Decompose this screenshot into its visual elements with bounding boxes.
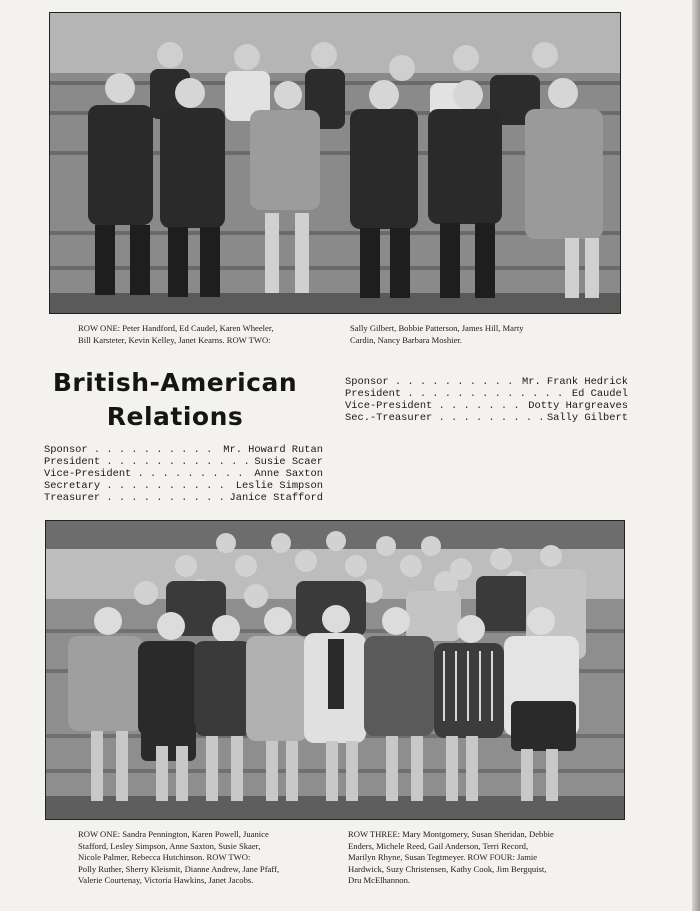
officer-row: [44, 468, 323, 480]
officer-row: [345, 388, 628, 400]
officer-row: [44, 492, 323, 504]
officer-row: [345, 412, 628, 424]
top-photo-caption-left: [78, 323, 274, 346]
officer-row: [345, 376, 628, 388]
officer-name: Leslie Simpson: [232, 480, 323, 492]
caption-line: ROW ONE: Peter Handford, Ed Caudel, Karen Wheeler,: [78, 323, 274, 333]
caption-line: Marilyn Rhyne, Susan Tegtmeyer. ROW FOUR: Jamie: [348, 852, 538, 862]
bottom-group-photo: [45, 520, 625, 820]
officer-role: Secretary . . .: [44, 480, 232, 492]
officer-role: Vice-President . . .: [345, 400, 524, 412]
top-photo-caption-right: [350, 323, 524, 346]
officer-row: [44, 456, 323, 468]
bottom-photo-caption-right: [348, 829, 554, 887]
officers-list-bottom-group: [44, 444, 323, 504]
officer-name: Mr. Howard Rutan: [219, 444, 323, 456]
officers-list-top-group: [345, 376, 628, 424]
officer-role: Treasurer . . .: [44, 492, 225, 504]
officer-role: Sponsor . . .: [345, 376, 518, 388]
title-line-2: Relations: [106, 402, 244, 431]
caption-line: Hardwick, Suzy Christensen, Kathy Cook, Jim Bergquist,: [348, 863, 547, 874]
caption-line: Sally Gilbert, Bobbie Patterson, James Hill, Marty: [350, 323, 524, 333]
officer-role: Vice-President . . .: [44, 468, 250, 480]
officer-row: [345, 400, 628, 412]
officer-role: Sponsor . . .: [44, 444, 219, 456]
officer-name: Dotty Hargreaves: [524, 400, 628, 412]
page-title: [45, 366, 305, 434]
caption-line: Dru McElhannon.: [348, 875, 411, 885]
caption-line: Enders, Michele Reed, Gail Anderson, Terri Record,: [348, 840, 529, 851]
officer-role: President . . .: [345, 388, 568, 400]
officer-name: Mr. Frank Hedrick: [518, 376, 628, 388]
officer-name: Sally Gilbert: [543, 412, 628, 424]
caption-line: ROW ONE: Sandra Pennington, Karen Powell, Juanice: [78, 829, 269, 839]
caption-line: ROW THREE: Mary Montgomery, Susan Sheridan, Debbie: [348, 829, 554, 839]
title-line-1: British-American: [52, 368, 298, 397]
page-edge-shadow: [692, 0, 700, 911]
caption-line: Stafford, Lesley Simpson, Anne Saxton, Susie Skaer,: [78, 840, 261, 851]
officer-name: Anne Saxton: [250, 468, 323, 480]
officer-role: Sec.-Treasurer . . .: [345, 412, 543, 424]
officer-name: Susie Scaer: [250, 456, 323, 468]
officer-name: Janice Stafford: [225, 492, 323, 504]
caption-line: Cardin, Nancy Barbara Moshier.: [350, 334, 462, 345]
caption-line: Valerie Courtenay, Victoria Hawkins, Janet Jacobs.: [78, 875, 254, 885]
officer-name: Ed Caudel: [568, 388, 628, 400]
officer-role: President . . .: [44, 456, 250, 468]
top-group-photo: [49, 12, 621, 314]
caption-line: Polly Ruther, Sherry Kleismit, Dianne Andrew, Jane Pfaff,: [78, 863, 280, 874]
caption-line: Nicole Palmer, Rebecca Hutchinson. ROW TWO:: [78, 852, 251, 862]
caption-line: Bill Karsteter, Kevin Kelley, Janet Kearns. ROW TWO:: [78, 334, 271, 345]
officer-row: [44, 480, 323, 492]
bottom-photo-caption-left: [78, 829, 279, 887]
officer-row: [44, 444, 323, 456]
